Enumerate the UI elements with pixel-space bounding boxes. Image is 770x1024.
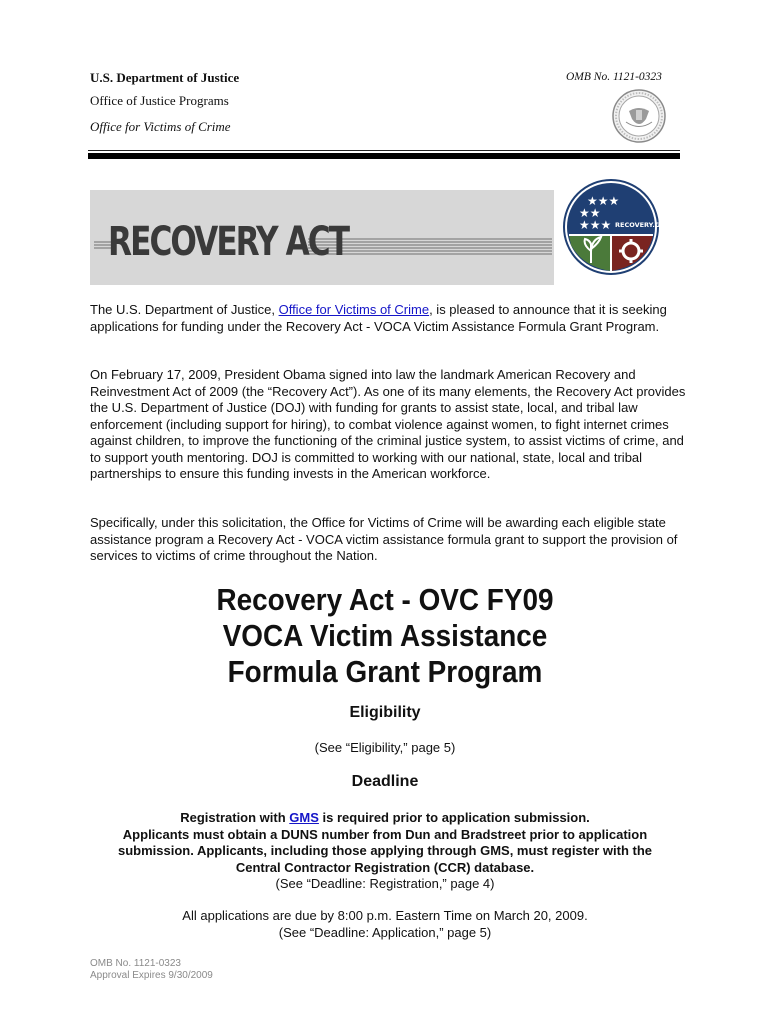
registration-text: Registration with [180,810,290,825]
gms-link[interactable]: GMS [289,810,319,825]
recovery-act-banner [90,190,554,285]
registration-line [90,810,680,827]
solicitation-paragraph: Specifically, under this solicitation, the Office for Victims of Crime will be awarding each eligible state assistance program a Recovery Act - VOCA victim assistance formula grant to support the provision of services to victims of crime throughout the Nation. [90,515,678,563]
title-line: VOCA Victim Assistance [222,618,548,653]
svg-text:★★: ★★ [579,206,601,220]
doj-seal-icon [612,89,666,143]
office-justice-programs: Office of Justice Programs [90,93,229,108]
due-date-reference: (See “Deadline: Application,” page 5) [278,924,492,940]
registration-text: is required prior to application submission. [318,810,590,825]
program-title [120,582,651,690]
footer-omb [90,958,213,982]
deadline-heading: Deadline [351,773,419,790]
omb-number: OMB No. 1121-0323 [566,71,662,83]
registration-reference: (See “Deadline: Registration,” page 4) [275,876,495,891]
recovery-act-paragraph: On February 17, 2009, President Obama signed into law the landmark American Recovery and Reinvestment Act of 2009 (the “Recovery Act”). As one of its many elements, the Recovery Act provides the U.S. Department of Justice (DOJ) with funding for grants to assist state, local, and tribal law enforcement (including support for hiring), to combat violence against women, to fight internet crimes against children, to improve the functioning of the criminal justice system, to assist victims of crime, and to support youth mentoring. DOJ is committed to working with our national, state, local and tribal partnerships to ensure this funding invests in the American workforce. [90,367,686,481]
duns-line: Applicants must obtain a DUNS number from Dun and Bradstreet prior to application [122,826,648,842]
footer-omb-number: OMB No. 1121-0323 [90,958,181,969]
intro-text-start: The U.S. Department of Justice, [90,302,279,317]
svg-text:★★★: ★★★ [579,218,612,232]
header-rule-thin [88,150,680,151]
header-rule-thick [88,153,680,159]
badge-label: RECOVERY.GOV [615,221,671,229]
banner-title: RECOVERY ACT [108,219,349,265]
title-line: Formula Grant Program [227,654,543,689]
due-date-block [90,908,680,941]
svg-text:★★★: ★★★ [587,194,620,208]
intro-paragraph [90,302,690,335]
department-name: U.S. Department of Justice [90,70,240,85]
duns-line: submission. Applicants, including those applying through GMS, must register with the [118,843,652,858]
eligibility-heading: Eligibility [349,704,421,721]
ovc-link[interactable]: Office for Victims of Crime [278,302,430,317]
due-date-line: All applications are due by 8:00 p.m. Eastern Time on March 20, 2009. [182,908,588,923]
intro-text-end: , is pleased to announce that it is seeking applications for funding under the Recovery Act - VOCA Victim Assistance Formula Grant Program. [90,302,667,334]
recovery-gov-badge-icon [563,179,671,275]
eligibility-reference: (See “Eligibility,” page 5) [314,740,456,755]
title-line: Recovery Act - OVC FY09 [216,582,554,617]
duns-line: Central Contractor Registration (CCR) database. [235,859,535,875]
registration-requirements [90,810,680,876]
footer-approval-expiry: Approval Expires 9/30/2009 [90,970,213,981]
office-victims-crime: Office for Victims of Crime [90,119,231,134]
